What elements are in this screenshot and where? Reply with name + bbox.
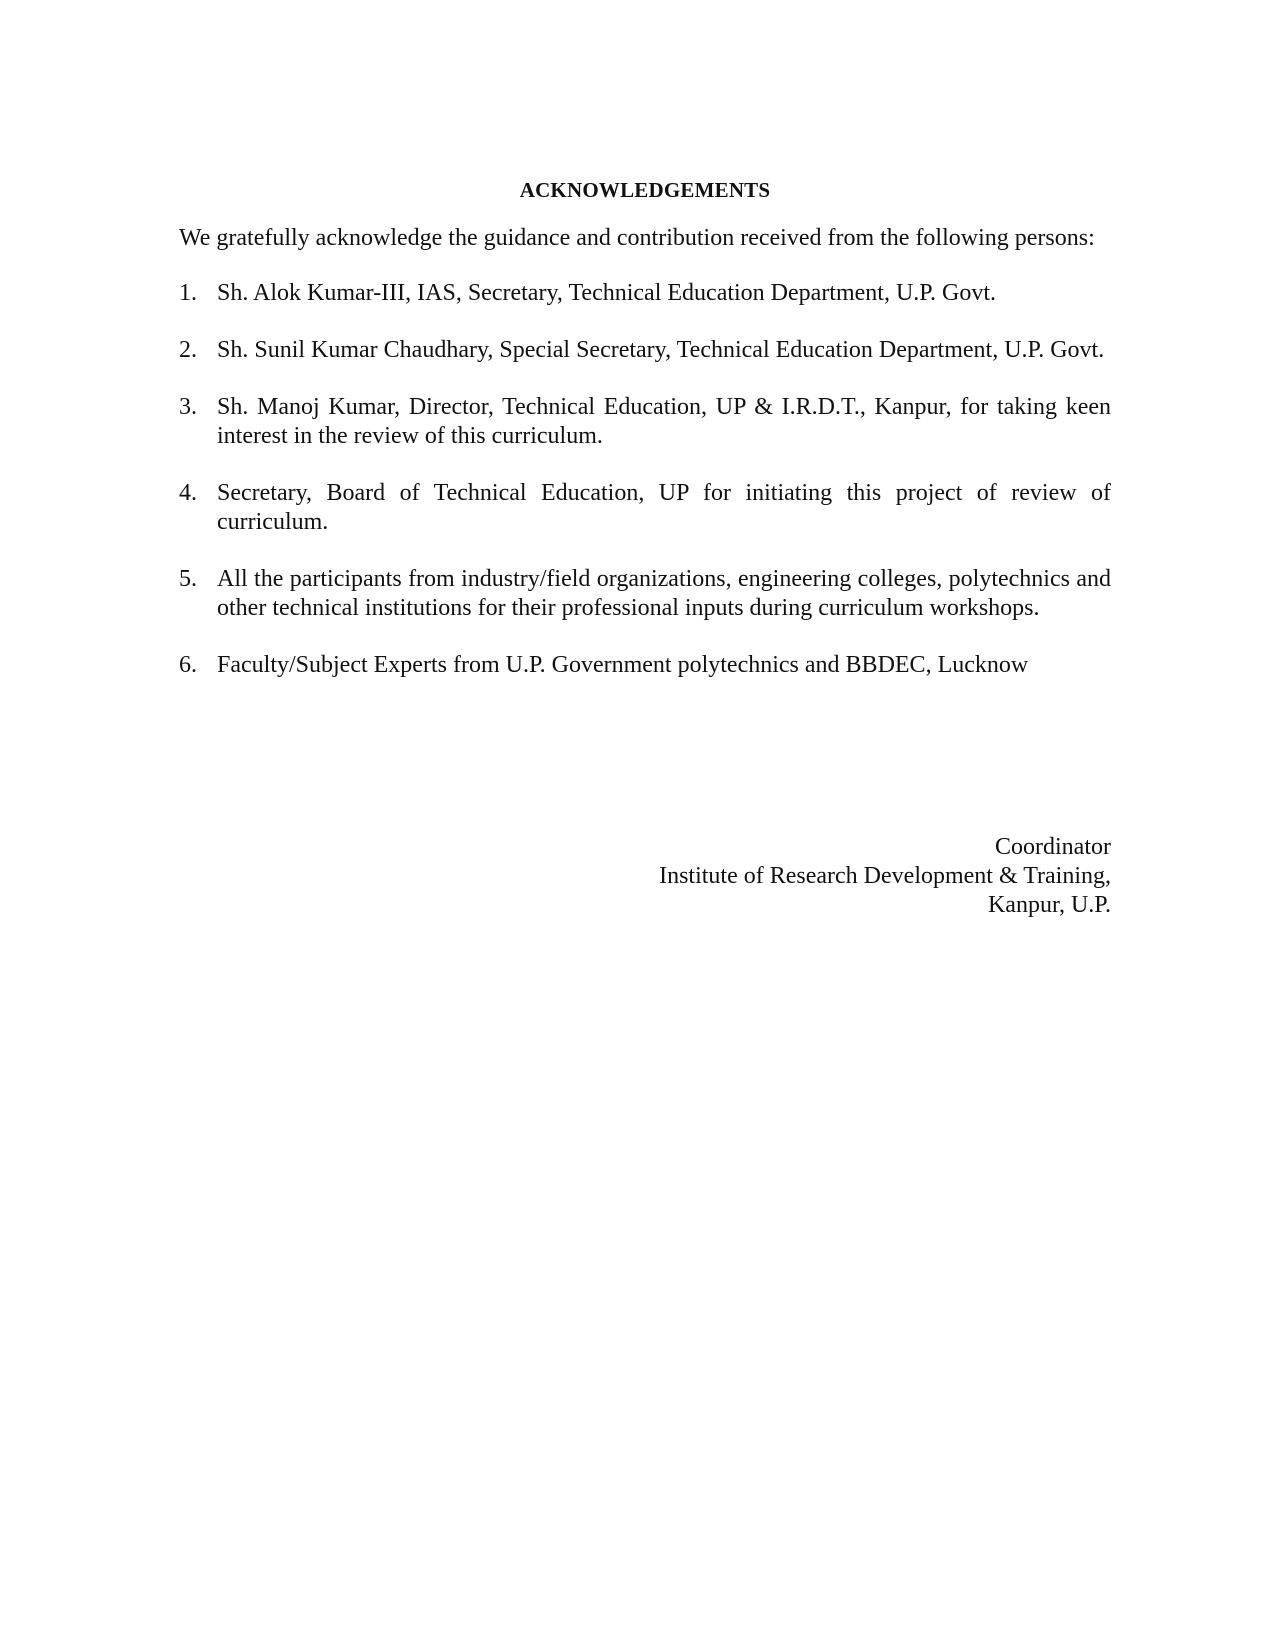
acknowledgement-list	[179, 279, 1111, 680]
list-item-number: 1.	[179, 280, 197, 306]
list-item	[179, 651, 1111, 680]
list-item-text: Sh. Manoj Kumar, Director, Technical Education, UP & I.R.D.T., Kanpur, for taking keen interest in the review of this curriculum.	[217, 394, 1111, 449]
list-item-text: Sh. Sunil Kumar Chaudhary, Special Secretary, Technical Education Department, U.P. Govt.	[217, 337, 1105, 363]
list-item-number: 4.	[179, 480, 197, 506]
list-item-number: 5.	[179, 566, 197, 592]
list-item	[179, 393, 1111, 451]
list-item	[179, 336, 1111, 365]
intro-paragraph: We gratefully acknowledge the guidance and contribution received from the following persons:	[179, 225, 1095, 251]
list-item-text: Secretary, Board of Technical Education, UP for initiating this project of review of curriculum.	[217, 480, 1111, 535]
list-item	[179, 279, 1111, 308]
list-item-number: 3.	[179, 394, 197, 420]
signature-title: Coordinator	[995, 834, 1111, 860]
signature-location: Kanpur, U.P.	[987, 892, 1111, 918]
signature-institute: Institute of Research Development & Training,	[659, 863, 1111, 889]
list-item-number: 2.	[179, 337, 197, 363]
list-item-text: Faculty/Subject Experts from U.P. Government polytechnics and BBDEC, Lucknow	[217, 652, 1029, 678]
list-item-text: Sh. Alok Kumar-III, IAS, Secretary, Technical Education Department, U.P. Govt.	[217, 280, 996, 306]
list-item	[179, 565, 1111, 623]
list-item-text: All the participants from industry/field organizations, engineering colleges, polytechnics and other technical institutions for their professional inputs during curriculum workshops.	[217, 566, 1111, 621]
signature-block	[179, 833, 1111, 920]
list-item-number: 6.	[179, 652, 197, 678]
list-item	[179, 479, 1111, 537]
page-title: ACKNOWLEDGEMENTS	[519, 178, 771, 202]
document-body	[179, 176, 1111, 708]
